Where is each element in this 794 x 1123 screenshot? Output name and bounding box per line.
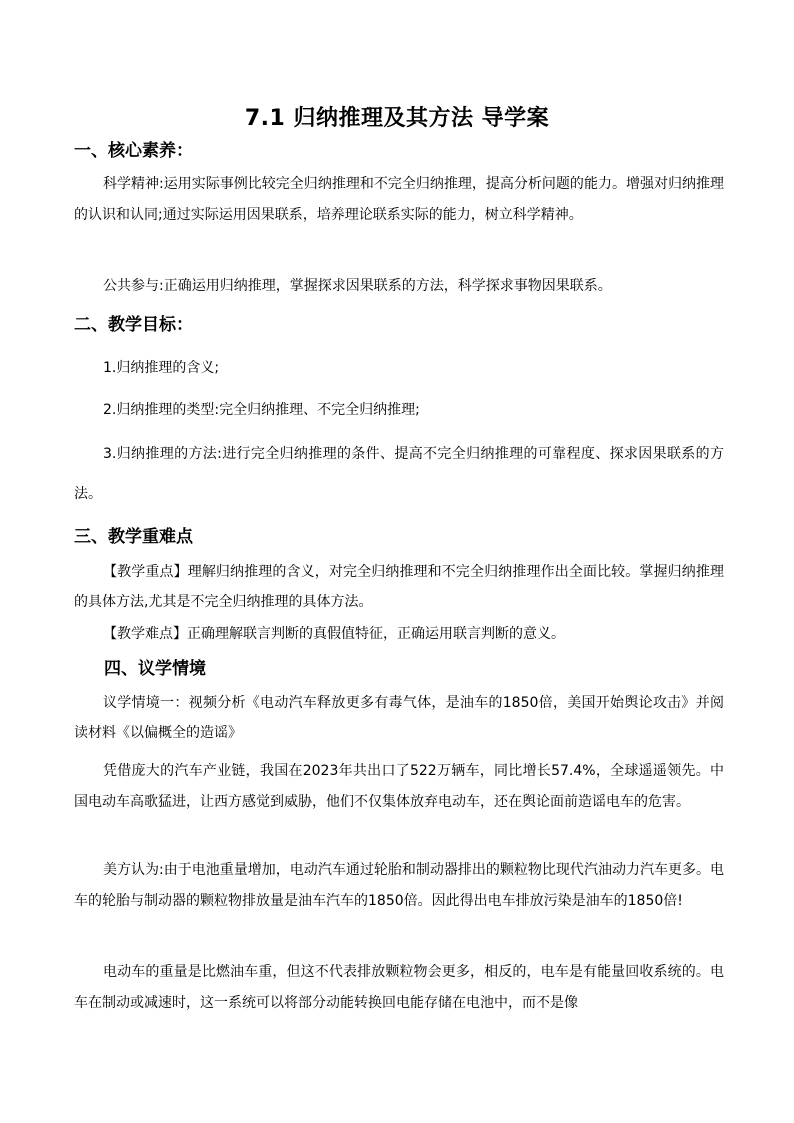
learning-context-paragraph-2: 凭借庞大的汽车产业链，我国在2023年共出口了522万辆车，同比增长57.4%，全球遥遥领先。中国电动车高歌猛进，让西方感觉到威胁，他们不仅集体放弃电动车，还在舆论面前造谣电车的危害。 xyxy=(74,763,724,810)
learning-context-paragraph-4: 电动车的重量是比燃油车重，但这不代表排放颗粒物会更多，相反的，电车是有能量回收系统的。电车在制动或减速时，这一系统可以将部分动能转换回电能存储在电池中，而不是像 xyxy=(74,964,724,1011)
teaching-goal-item-2: 2.归纳推理的类型:完全归纳推理、不完全归纳推理; xyxy=(103,402,420,418)
section-heading-teaching-goals: 二、教学目标： xyxy=(74,315,193,335)
core-literacy-paragraph-2: 公共参与:正确运用归纳推理，掌握探求因果联系的方法，科学探求事物因果联系。 xyxy=(103,278,612,294)
section-heading-key-difficulties: 三、教学重难点 xyxy=(74,527,193,547)
document-title: 7.1 归纳推理及其方法 导学案 xyxy=(244,106,550,131)
difficult-point-paragraph: 【教学难点】正确理解联言判断的真假值特征，正确运用联言判断的意义。 xyxy=(103,626,565,642)
key-point-paragraph: 【教学重点】理解归纳推理的含义，对完全归纳推理和不完全归纳推理作出全面比较。掌握归纳推理的具体方法,尤其是不完全归纳推理的具体方法。 xyxy=(74,564,724,610)
teaching-goal-item-3: 3.归纳推理的方法:进行完全归纳推理的条件、提高不完全归纳推理的可靠程度、探求因果联系的方法。 xyxy=(74,446,724,502)
learning-context-paragraph-1: 议学情境一：视频分析《电动汽车释放更多有毒气体，是油车的1850倍，美国开始舆论攻击》并阅读材料《以偏概全的造谣》 xyxy=(74,695,724,741)
section-heading-learning-context: 四、议学情境 xyxy=(104,659,206,679)
core-literacy-paragraph-1: 科学精神:运用实际事例比较完全归纳推理和不完全归纳推理，提高分析问题的能力。增强对归纳推理的认识和认同;通过实际运用因果联系，培养理论联系实际的能力，树立科学精神。 xyxy=(74,176,724,223)
teaching-goal-item-1: 1.归纳推理的含义; xyxy=(103,360,220,376)
section-heading-core-literacy: 一、核心素养： xyxy=(74,141,193,161)
learning-context-paragraph-3: 美方认为:由于电池重量增加，电动汽车通过轮胎和制动器排出的颗粒物比现代汽油动力汽车更多。电车的轮胎与制动器的颗粒物排放量是油车汽车的1850倍。因此得出电车排放污染是油车的1850倍! xyxy=(74,862,724,909)
